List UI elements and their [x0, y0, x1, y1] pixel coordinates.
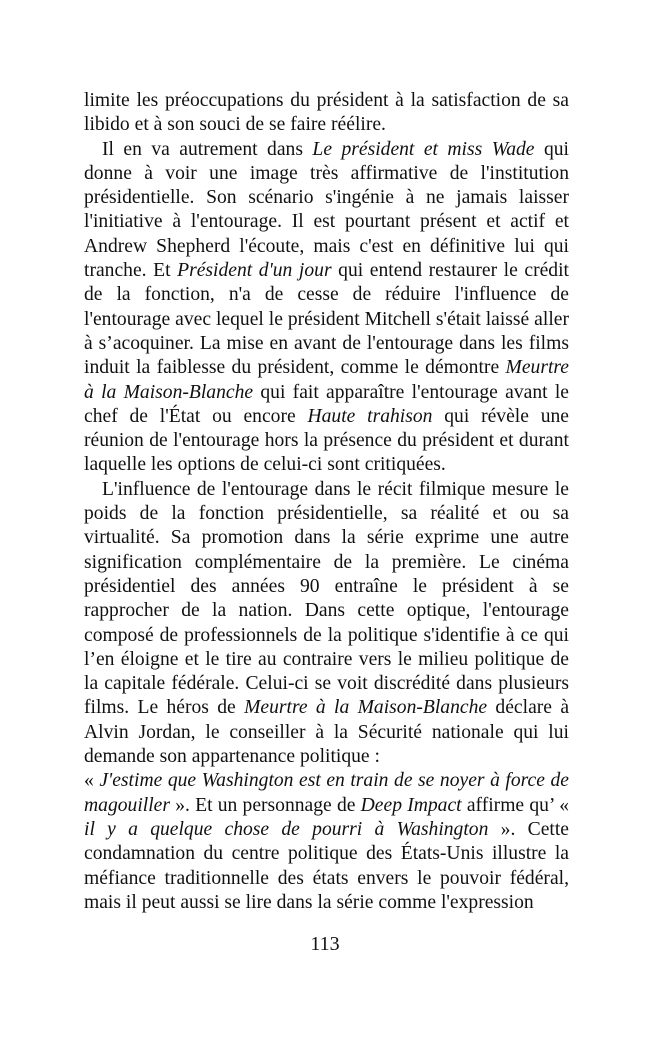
- text-run: qui donne à voir une image très affirmative de l'institution présidentielle. Son scénario s'ingénie à ne jamais laisser l'initiative à l'entourage. Il est pourtant présent et actif et Andrew Shepherd l'écoute, mais c'est en définitive lui qui tranche. Et: [84, 138, 569, 282]
- film-title-italic: Haute trahison: [307, 405, 433, 427]
- film-title-italic: Meurtre à la Maison-Blanche: [84, 357, 569, 403]
- text-run: déclare à Alvin Jordan, le conseiller à la Sécurité nationale qui lui demande son appartenance politique :: [84, 697, 570, 768]
- quote-italic: J'estime que Washington est en train de se noyer à force de magouiller: [84, 770, 569, 816]
- film-title-italic: Le président et miss Wade: [312, 138, 535, 160]
- film-title-italic: Président d'un jour: [177, 260, 332, 282]
- page-body: [84, 89, 569, 915]
- page-number: 113: [310, 933, 340, 955]
- text-run: affirme qu’ «: [461, 794, 569, 816]
- paragraph-2: [84, 138, 569, 478]
- film-title-italic: Deep Impact: [360, 794, 462, 816]
- text-run: «: [84, 770, 100, 792]
- text-run: limite les préoccupations du président à la satisfaction de sa libido et à son souci de se faire réélire.: [84, 90, 569, 136]
- text-run: ». Et un personnage de: [170, 794, 361, 816]
- text-run: qui révèle une réunion de l'entourage hors la présence du président et durant laquelle les options de celui-ci sont critiquées.: [84, 405, 570, 476]
- film-title-italic: Meurtre à la Maison-Blanche: [244, 697, 488, 719]
- paragraph-3: [84, 478, 569, 770]
- text-run: Il en va autrement dans: [102, 138, 313, 160]
- text-run: qui entend restaurer le crédit de la fonction, n'a de cesse de réduire l'influence de l'entourage avec lequel le président Mitchell s'était laissé aller à s’acoquiner. La mise en avant de l'entourage dans les films induit la faiblesse du président, comme le démontre: [84, 260, 569, 379]
- text-run: L'influence de l'entourage dans le récit filmique mesure le poids de la fonction présidentielle, sa réalité et ou sa virtualité. Sa promotion dans la série exprime une autre signification complémentaire de la première. Le cinéma présidentiel des années 90 entraîne le président à se rapprocher de la nation. Dans cette optique, l'entourage composé de professionnels de la politique s'identifie à ce qui l’en éloigne et le tire au contraire vers le milieu politique de la capitale fédérale. Celui-ci se voit discrédité dans plusieurs films. Le héros de: [84, 478, 569, 719]
- quote-italic: il y a quelque chose de pourri à Washington: [84, 818, 489, 840]
- paragraph-1: [84, 89, 569, 138]
- text-run: ». Cette condamnation du centre politique des États-Unis illustre la méfiance traditionnelle des états envers le pouvoir fédéral, mais il peut aussi se lire dans la série comme l'expression: [84, 818, 569, 913]
- paragraph-4: [84, 769, 569, 915]
- text-run: qui fait apparaître l'entourage avant le chef de l'État ou encore: [84, 381, 569, 427]
